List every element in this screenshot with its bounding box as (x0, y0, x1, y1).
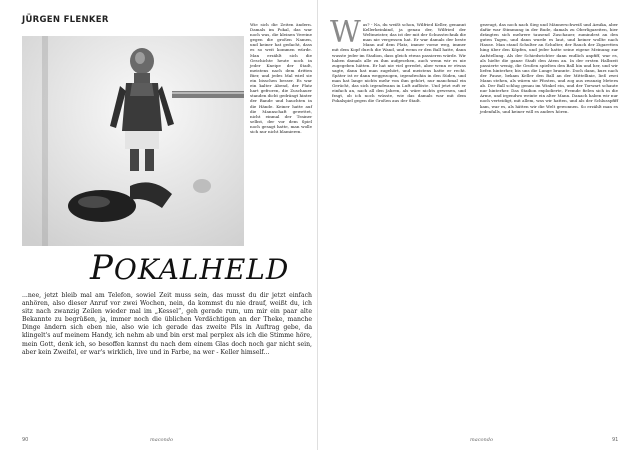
left-page (0, 0, 318, 450)
intro-paragraph: ...nee, jetzt bleib mal am Telefon, sowiel Zeit muss sein, das musst du dir jetzt einfach anhören, also dieser Anruf vor zwei Wochen, nein, da kommst du nie drauf, weißt du, ich sitz nach zwanzig Zeilen wieder mal im „Kessel“, geh gerade rum, um mir ein paar alte Bekannte zu begrüßen, ja, immer noch die üblichen Verdächtigen an der Theke, manche Dinge ändern sich eben nie, also wie ich gerade das zweite Pils in Auftrag gebe, da klingelt's auf meinem Handy, ich nehm ab und bin erst mal perplex als ich die Stimme höre, mein Gott, denk ich, so besoffen kannst du nach dem einem Glas doch noch gar nicht sein, aber kein Zweifel, er war's wirklich, live und in Farbe, na wer - Keller himself... (22, 292, 312, 356)
headline-initial: P (90, 248, 114, 288)
magazine-brand-right: macondo (470, 437, 493, 443)
drop-cap: W (330, 15, 361, 50)
author-name: JÜRGEN FLENKER (22, 15, 109, 25)
left-page-side-column: Wie sich die Zeiten ändern. Damals im Pokal, das war noch was, die kleinen Vereine gegen die großen Namen, und keiner hat gedacht, dass es so weit kommen würde. Man erzählt sich die Geschichte heute noch in jeder Kneipe der Stadt, meistens nach dem dritten Bier, und jedes Mal wird sie ein bisschen besser. Es war ein kalter Abend, der Platz hart gefroren, die Zuschauer standen dicht gedrängt hinter der Bande und hauchten in die Hände. Keiner hatte auf die Mannschaft gewettet, nicht einmal der Trainer selbst, der vor dem Spiel noch gesagt hatte, man wolle sich nur nicht blamieren. (250, 22, 312, 134)
table-football-figure-image (22, 36, 244, 246)
right-page-column-2: gezeugt, das noch nach Sieg und Männerschweiß und Arnika, aber dafür war Stimmung in der Bude, damals zu Oberligazeiten, hier drängten sich mehrere tausend Zuschauer, zumindest an den guten Tagen, und dann wurde es laut, und keiner wollte nach Hause. Man stand Schulter an Schulter, der Rauch der Zigaretten hing über den Köpfen, und jeder hatte seine eigene Meinung zur Aufstellung. Als der Schiedsrichter dann endlich anpfiff, war es, als hielte die ganze Stadt den Atem an. In der ersten Halbzeit passierte wenig, die Großen spielten den Ball hin und her, und wir liefen hinterher, bis uns die Lunge brannte. Doch dann, kurz nach der Pause, bekam Keller den Ball an der Mittellinie, ließ zwei Mann stehen, als wären sie Pfosten, und zog aus zwanzig Metern ab. Der Ball schlug genau im Winkel ein, und der Torwart schaute nur hinterher. Das Stadion explodierte, Fremde fielen sich in die Arme, und irgendwo weinte ein alter Mann. Danach haben wir nur noch verteidigt, mit allem, was wir hatten, und als der Schlusspfiff kam, war es, als hätten wir die Welt gewonnen. So erzählt man es jedenfalls, und keiner will es anders hören. (480, 22, 618, 114)
right-page-column-1 (330, 15, 467, 104)
column-1-text: as? - Na, du weißt schon, Wilfried Keller, genannt Kellerkeinkind, ja genau der, Wilfried der Weltmeister, das ist der mit der Schusstechnik die man nie vergessen hat. Er war damals der beste Mann auf dem Platz, immer vorne weg, immer mit dem Kopf durch die Wand, und wenn er den Ball hatte, dann wusste jeder im Stadion, dass gleich etwas passieren würde. Wir haben damals alle zu ihm aufgesehen, auch wenn wir es nie zugegeben hätten. Er hat nie viel geredet, aber wenn er etwas sagte, dann hat man zugehört, und meistens hatte er recht. Später ist er dann weggezogen, irgendwohin in den Süden, und man hat lange nichts mehr von ihm gehört, nur manchmal ein Gerücht, das sich irgendwann in Luft auflöste. Und jetzt ruft er einfach an, nach all den Jahren, als wäre nichts gewesen, und fragt, ob ich noch wüsste, wie das damals war mit dem Pokalspiel gegen die Großen aus der Stadt. (332, 22, 467, 104)
headline-rest: OKALHELD (113, 253, 290, 286)
page-number-left: 90 (22, 437, 29, 443)
article-headline (90, 248, 289, 288)
right-page (318, 0, 637, 450)
page-number-right: 91 (612, 437, 619, 443)
photo-table-football-figure (22, 36, 244, 246)
magazine-brand-left: macondo (150, 437, 173, 443)
